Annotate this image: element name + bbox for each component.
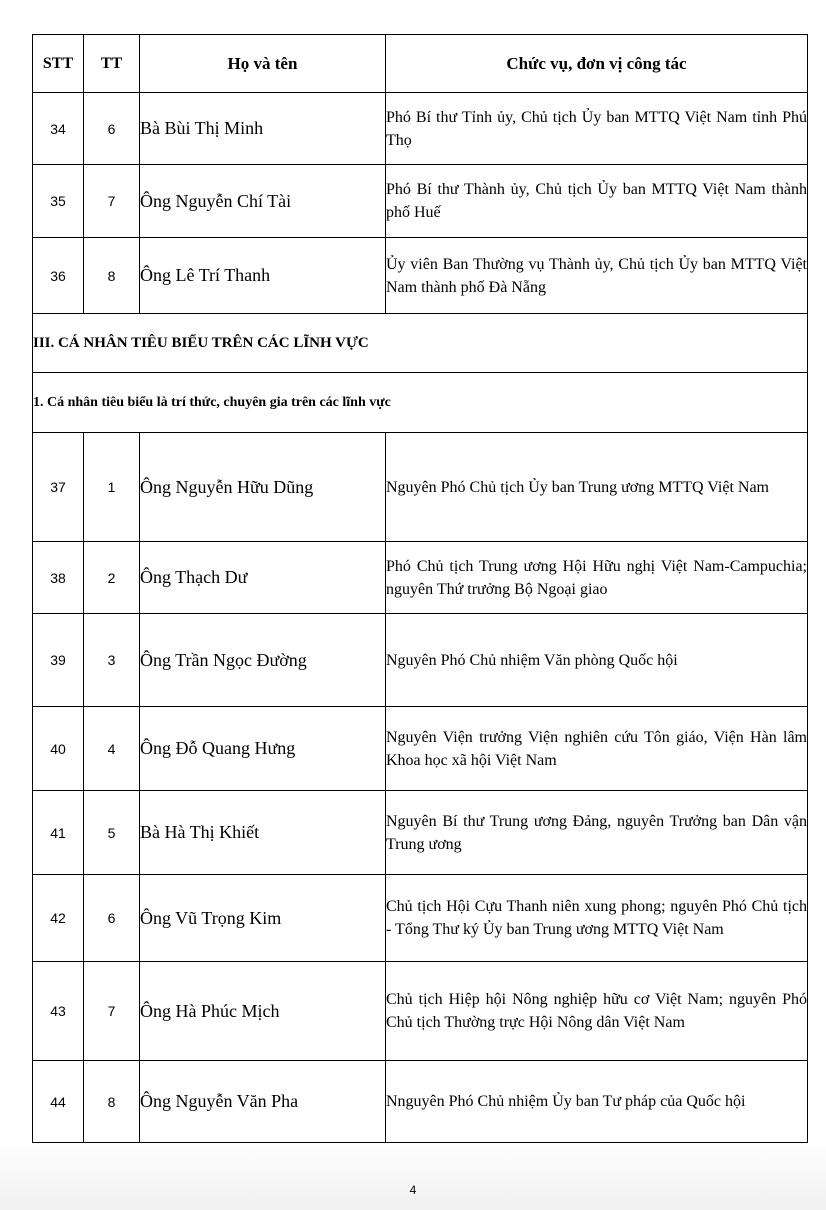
section-heading-row [33,314,808,373]
table-row [33,165,808,238]
row-tt: 4 [84,707,140,791]
row-stt: 42 [33,875,84,962]
row-tt: 2 [84,542,140,614]
row-position: Nguyên Bí thư Trung ương Đảng, nguyên Trưởng ban Dân vận Trung ương [386,791,808,875]
page-bottom-shade [0,1140,826,1210]
subsection-heading: 1. Cá nhân tiêu biểu là trí thức, chuyên gia trên các lĩnh vực [33,373,808,433]
row-tt: 3 [84,614,140,707]
row-tt: 5 [84,791,140,875]
header-tt: TT [84,35,140,93]
row-stt: 37 [33,433,84,542]
row-tt: 7 [84,165,140,238]
row-tt: 6 [84,93,140,165]
row-position: Phó Bí thư Tỉnh ủy, Chủ tịch Ủy ban MTTQ Việt Nam tỉnh Phú Thọ [386,93,808,165]
row-position: Nguyên Viện trưởng Viện nghiên cứu Tôn giáo, Viện Hàn lâm Khoa học xã hội Việt Nam [386,707,808,791]
nominee-table [32,34,808,1143]
row-tt: 6 [84,875,140,962]
table-row [33,1061,808,1143]
table-row [33,433,808,542]
row-stt: 44 [33,1061,84,1143]
row-stt: 38 [33,542,84,614]
row-position: Chủ tịch Hiệp hội Nông nghiệp hữu cơ Việt Nam; nguyên Phó Chủ tịch Thường trực Hội Nông dân Việt Nam [386,962,808,1061]
table-header-row [33,35,808,93]
row-tt: 8 [84,1061,140,1143]
row-tt: 1 [84,433,140,542]
row-position: Nnguyên Phó Chủ nhiệm Ủy ban Tư pháp của Quốc hội [386,1061,808,1143]
row-stt: 35 [33,165,84,238]
table-row [33,791,808,875]
row-stt: 36 [33,238,84,314]
row-name: Ông Nguyễn Văn Pha [140,1061,386,1143]
subsection-heading-row [33,373,808,433]
row-name: Bà Hà Thị Khiết [140,791,386,875]
row-name: Ông Nguyễn Hữu Dũng [140,433,386,542]
header-position: Chức vụ, đơn vị công tác [386,35,808,93]
table-row [33,962,808,1061]
row-name: Ông Đỗ Quang Hưng [140,707,386,791]
header-stt: STT [33,35,84,93]
row-position: Ủy viên Ban Thường vụ Thành ủy, Chủ tịch Ủy ban MTTQ Việt Nam thành phố Đà Nẵng [386,238,808,314]
row-name: Ông Lê Trí Thanh [140,238,386,314]
row-tt: 7 [84,962,140,1061]
row-position: Nguyên Phó Chủ nhiệm Văn phòng Quốc hội [386,614,808,707]
row-name: Bà Bùi Thị Minh [140,93,386,165]
table-row [33,93,808,165]
row-name: Ông Nguyễn Chí Tài [140,165,386,238]
row-stt: 41 [33,791,84,875]
row-position: Phó Bí thư Thành ủy, Chủ tịch Ủy ban MTTQ Việt Nam thành phố Huế [386,165,808,238]
page-number: 4 [409,1183,417,1197]
table-row [33,875,808,962]
table-row [33,707,808,791]
row-stt: 34 [33,93,84,165]
row-stt: 39 [33,614,84,707]
row-tt: 8 [84,238,140,314]
header-name: Họ và tên [140,35,386,93]
row-name: Ông Trần Ngọc Đường [140,614,386,707]
row-name: Ông Hà Phúc Mịch [140,962,386,1061]
table-row [33,614,808,707]
row-name: Ông Vũ Trọng Kim [140,875,386,962]
row-stt: 40 [33,707,84,791]
row-name: Ông Thạch Dư [140,542,386,614]
section-heading: III. CÁ NHÂN TIÊU BIỂU TRÊN CÁC LĨNH VỰC [33,314,808,373]
row-stt: 43 [33,962,84,1061]
row-position: Nguyên Phó Chủ tịch Ủy ban Trung ương MTTQ Việt Nam [386,433,808,542]
row-position: Chủ tịch Hội Cựu Thanh niên xung phong; nguyên Phó Chủ tịch - Tổng Thư ký Ủy ban Trung ương MTTQ Việt Nam [386,875,808,962]
table-row [33,542,808,614]
table-row [33,238,808,314]
row-position: Phó Chủ tịch Trung ương Hội Hữu nghị Việt Nam-Campuchia; nguyên Thứ trưởng Bộ Ngoại giao [386,542,808,614]
